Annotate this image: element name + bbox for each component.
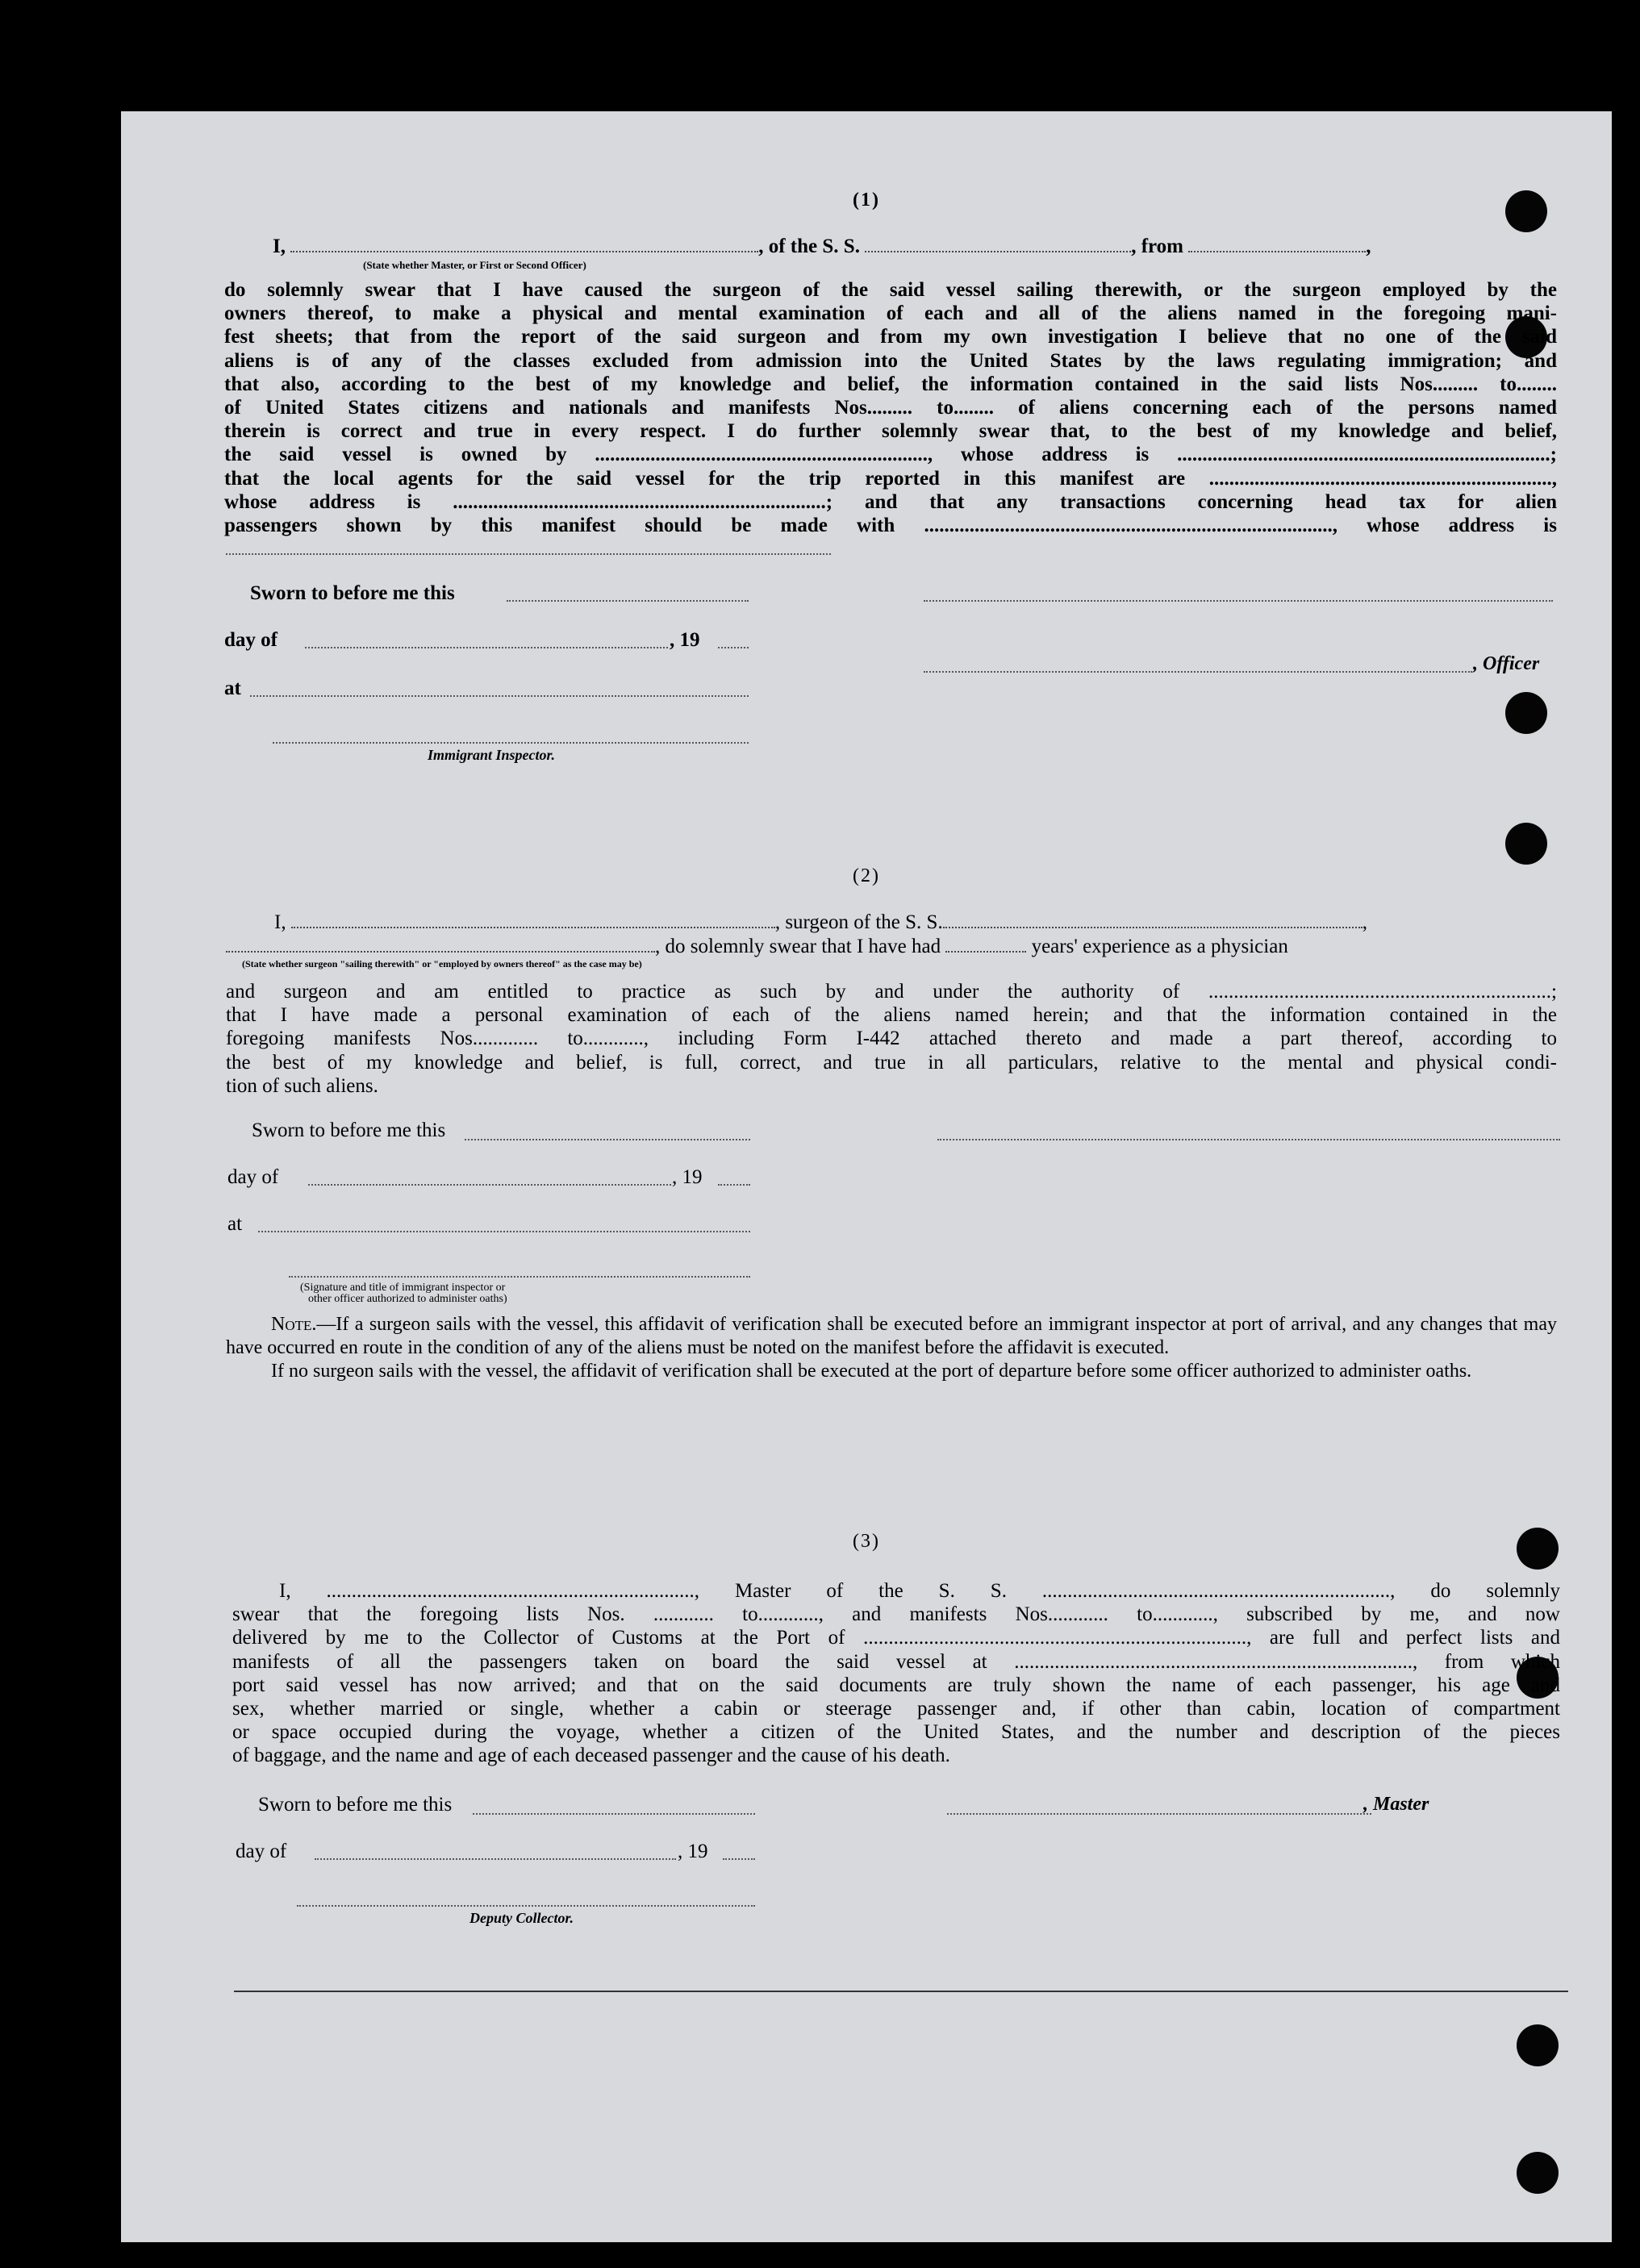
sworn-label-1: Sworn to before me this bbox=[250, 582, 455, 604]
punch-hole bbox=[1517, 2024, 1559, 2066]
section-1-line: passengers shown by this manifest should be made with ................................................................................., whose address is bbox=[224, 515, 1557, 537]
day-of-label-1: day of bbox=[224, 629, 278, 651]
section-1-line: do solemnly swear that I have caused the surgeon of the said vessel sailing therewith, or the surgeon employed by the bbox=[224, 279, 1557, 301]
section-2-line: foregoing manifests Nos............. to............, including Form I-442 attached thereto and made a part thereof, according to bbox=[226, 1028, 1557, 1050]
inspector-signature-field-2[interactable] bbox=[289, 1276, 750, 1278]
note bbox=[226, 1313, 1557, 1384]
surgeon-caption: (State whether surgeon "sailing therewith" or "employed by owners thereof" as the case may be) bbox=[242, 958, 642, 969]
month-field-1[interactable] bbox=[305, 647, 668, 648]
surgeon-signature-field[interactable] bbox=[937, 1139, 1560, 1140]
departure-port-field[interactable] bbox=[1188, 236, 1366, 252]
section-2-body bbox=[226, 980, 1557, 1098]
section-2-number: (2) bbox=[853, 865, 880, 886]
section-1-line: that also, according to the best of my knowledge and belief, the information contained in the said lists Nos......... to........ bbox=[224, 373, 1557, 395]
note-text-1: .—If a surgeon sails with the vessel, this affidavit of verification shall be executed before an immigrant inspector at port of arrival, and any changes that may have occurred en route in the condition of any of the aliens must be noted on the manifest before the affidavit is executed. bbox=[226, 1314, 1557, 1359]
section-3-body bbox=[232, 1579, 1560, 1768]
deputy-caption: Deputy Collector. bbox=[469, 1910, 574, 1926]
inspector-caption: Immigrant Inspector. bbox=[428, 747, 556, 763]
section-2-swear-label: , do solemnly swear that I have had bbox=[655, 936, 941, 957]
section-2-physician-label: years' experience as a physician bbox=[1031, 936, 1288, 957]
year-label-1: , 19 bbox=[670, 629, 700, 651]
section-2-line: the best of my knowledge and belief, is full, correct, and true in all particulars, relative to the mental and physical condi- bbox=[226, 1051, 1557, 1074]
year-field-3[interactable] bbox=[723, 1858, 755, 1860]
section-1-line: of United States citizens and nationals and manifests Nos......... to........ of aliens concerning each of the persons named bbox=[224, 397, 1557, 419]
year-label-3: , 19 bbox=[678, 1841, 708, 1862]
section-1-line: fest sheets; that from the report of the said surgeon and from my own investigation I believe that no one of the said bbox=[224, 326, 1557, 348]
master-signature-field[interactable] bbox=[947, 1813, 1371, 1815]
section-2-surgeon-label: , surgeon of the S. S. bbox=[774, 911, 943, 933]
master-title: , Master bbox=[1363, 1794, 1429, 1815]
section-3-line: port said vessel has now arrived; and that on the said documents are truly shown the name of each passenger, his age and bbox=[232, 1674, 1560, 1696]
at-label-2: at bbox=[227, 1213, 243, 1235]
years-experience-field[interactable] bbox=[945, 936, 1026, 953]
section-2-vessel-field[interactable] bbox=[943, 912, 1362, 928]
section-3-line: manifests of all the passengers taken on board the said vessel at ..............................................................................., from which bbox=[232, 1650, 1560, 1673]
signature-caption-1: (Signature and title of immigrant inspector or bbox=[300, 1282, 506, 1294]
surgeon-name-field[interactable] bbox=[291, 912, 775, 928]
day-of-label-3: day of bbox=[236, 1841, 287, 1862]
section-1-from-label: , from bbox=[1131, 236, 1183, 257]
section-1-i: I, bbox=[273, 236, 286, 257]
section-1-body bbox=[224, 278, 1557, 537]
section-1-line-1 bbox=[273, 236, 1555, 258]
sworn-label-3: Sworn to before me this bbox=[258, 1794, 453, 1816]
officer-signature-line-top[interactable] bbox=[924, 600, 1553, 602]
month-field-2[interactable] bbox=[308, 1184, 671, 1186]
sworn-label-2: Sworn to before me this bbox=[252, 1119, 446, 1141]
section-1-line: therein is correct and true in every respect. I do further solemnly swear that, to the best of my knowledge and belief, bbox=[224, 420, 1557, 443]
section-3-line: delivered by me to the Collector of Customs at the Port of ............................................................................, are full and perfect lists and bbox=[232, 1627, 1560, 1649]
section-2-line-2 bbox=[226, 936, 1557, 958]
section-2-line: and surgeon and am entitled to practice as such by and under the authority of ....................................................................; bbox=[226, 981, 1557, 1003]
section-2-line-end: , bbox=[1362, 911, 1367, 933]
vessel-name-field[interactable] bbox=[865, 236, 1131, 252]
section-2-line: tion of such aliens. bbox=[226, 1074, 378, 1097]
form-page bbox=[121, 111, 1612, 2242]
sworn-day-field-3[interactable] bbox=[473, 1813, 755, 1815]
note-text-2: If no surgeon sails with the vessel, the affidavit of verification shall be executed at the port of departure before some officer authorized to administer oaths. bbox=[271, 1361, 1472, 1382]
section-3-line: I, ........................................................................., Master of the S. S. ....................................................................., do solemnly bbox=[279, 1580, 1560, 1602]
note-label: Note bbox=[271, 1314, 312, 1335]
year-field-2[interactable] bbox=[718, 1184, 750, 1186]
section-3-line: of baggage, and the name and age of each deceased passenger and the cause of his death. bbox=[232, 1745, 950, 1767]
note-paragraph-1 bbox=[226, 1313, 1557, 1360]
punch-hole bbox=[1517, 2152, 1559, 2194]
section-1-line: owners thereof, to make a physical and mental examination of each and all of the aliens named in the foregoing mani- bbox=[224, 302, 1557, 325]
section-3-number: (3) bbox=[853, 1531, 880, 1552]
section-3-line: or space occupied during the voyage, whether a citizen of the United States, and the number and description of the pieces bbox=[232, 1721, 1560, 1744]
year-field-1[interactable] bbox=[718, 647, 749, 648]
officer-name-field[interactable] bbox=[290, 236, 758, 252]
section-3-line: sex, whether married or single, whether a cabin or steerage passenger and, if other than cabin, location of compartment bbox=[232, 1698, 1560, 1720]
note-paragraph-2 bbox=[226, 1360, 1557, 1383]
officer-title: , Officer bbox=[1473, 653, 1540, 674]
at-label-1: at bbox=[224, 677, 241, 699]
section-1-line: aliens is of any of the classes excluded from admission into the United States by the laws regulating immigration; and bbox=[224, 349, 1557, 372]
bottom-rule bbox=[234, 1991, 1568, 1992]
officer-signature-field[interactable] bbox=[924, 671, 1472, 673]
section-1-line-end: , bbox=[1366, 236, 1371, 257]
at-field-2[interactable] bbox=[258, 1231, 750, 1232]
section-1-number: (1) bbox=[853, 190, 880, 211]
sworn-day-field-2[interactable] bbox=[465, 1139, 750, 1140]
section-1-ss-label: , of the S. S. bbox=[758, 236, 860, 257]
officer-caption: (State whether Master, or First or Second Officer) bbox=[363, 259, 586, 271]
punch-hole bbox=[1505, 692, 1547, 734]
section-1-line: whose address is ..........................................................................; and that any transactions concerning head tax for alien bbox=[224, 490, 1557, 513]
punch-hole bbox=[1505, 823, 1547, 865]
section-2-line: that I have made a personal examination of each of the aliens named herein; and that the information contained in the bbox=[226, 1004, 1557, 1027]
section-2-i: I, bbox=[274, 911, 286, 933]
year-label-2: , 19 bbox=[672, 1166, 703, 1188]
day-of-label-2: day of bbox=[227, 1166, 279, 1188]
inspector-signature-field[interactable] bbox=[273, 742, 749, 744]
section-1-line: that the local agents for the said vessel for the trip reported in this manifest are ...................................................................., bbox=[224, 467, 1557, 490]
section-2-line-1 bbox=[274, 911, 1557, 934]
sworn-day-field-1[interactable] bbox=[507, 600, 749, 602]
at-field-1[interactable] bbox=[250, 695, 749, 697]
month-field-3[interactable] bbox=[315, 1858, 676, 1860]
address-field[interactable] bbox=[226, 553, 831, 555]
signature-caption-2: other officer authorized to administer oaths) bbox=[308, 1293, 507, 1305]
section-1-line: the said vessel is owned by .................................................................., whose address is ..........................................................................; bbox=[224, 444, 1557, 466]
surgeon-status-field[interactable] bbox=[226, 936, 655, 953]
deputy-signature-field[interactable] bbox=[297, 1905, 755, 1907]
section-3-line: swear that the foregoing lists Nos. ............ to............, and manifests Nos............ to............, subscribed by me, and now bbox=[232, 1603, 1560, 1626]
